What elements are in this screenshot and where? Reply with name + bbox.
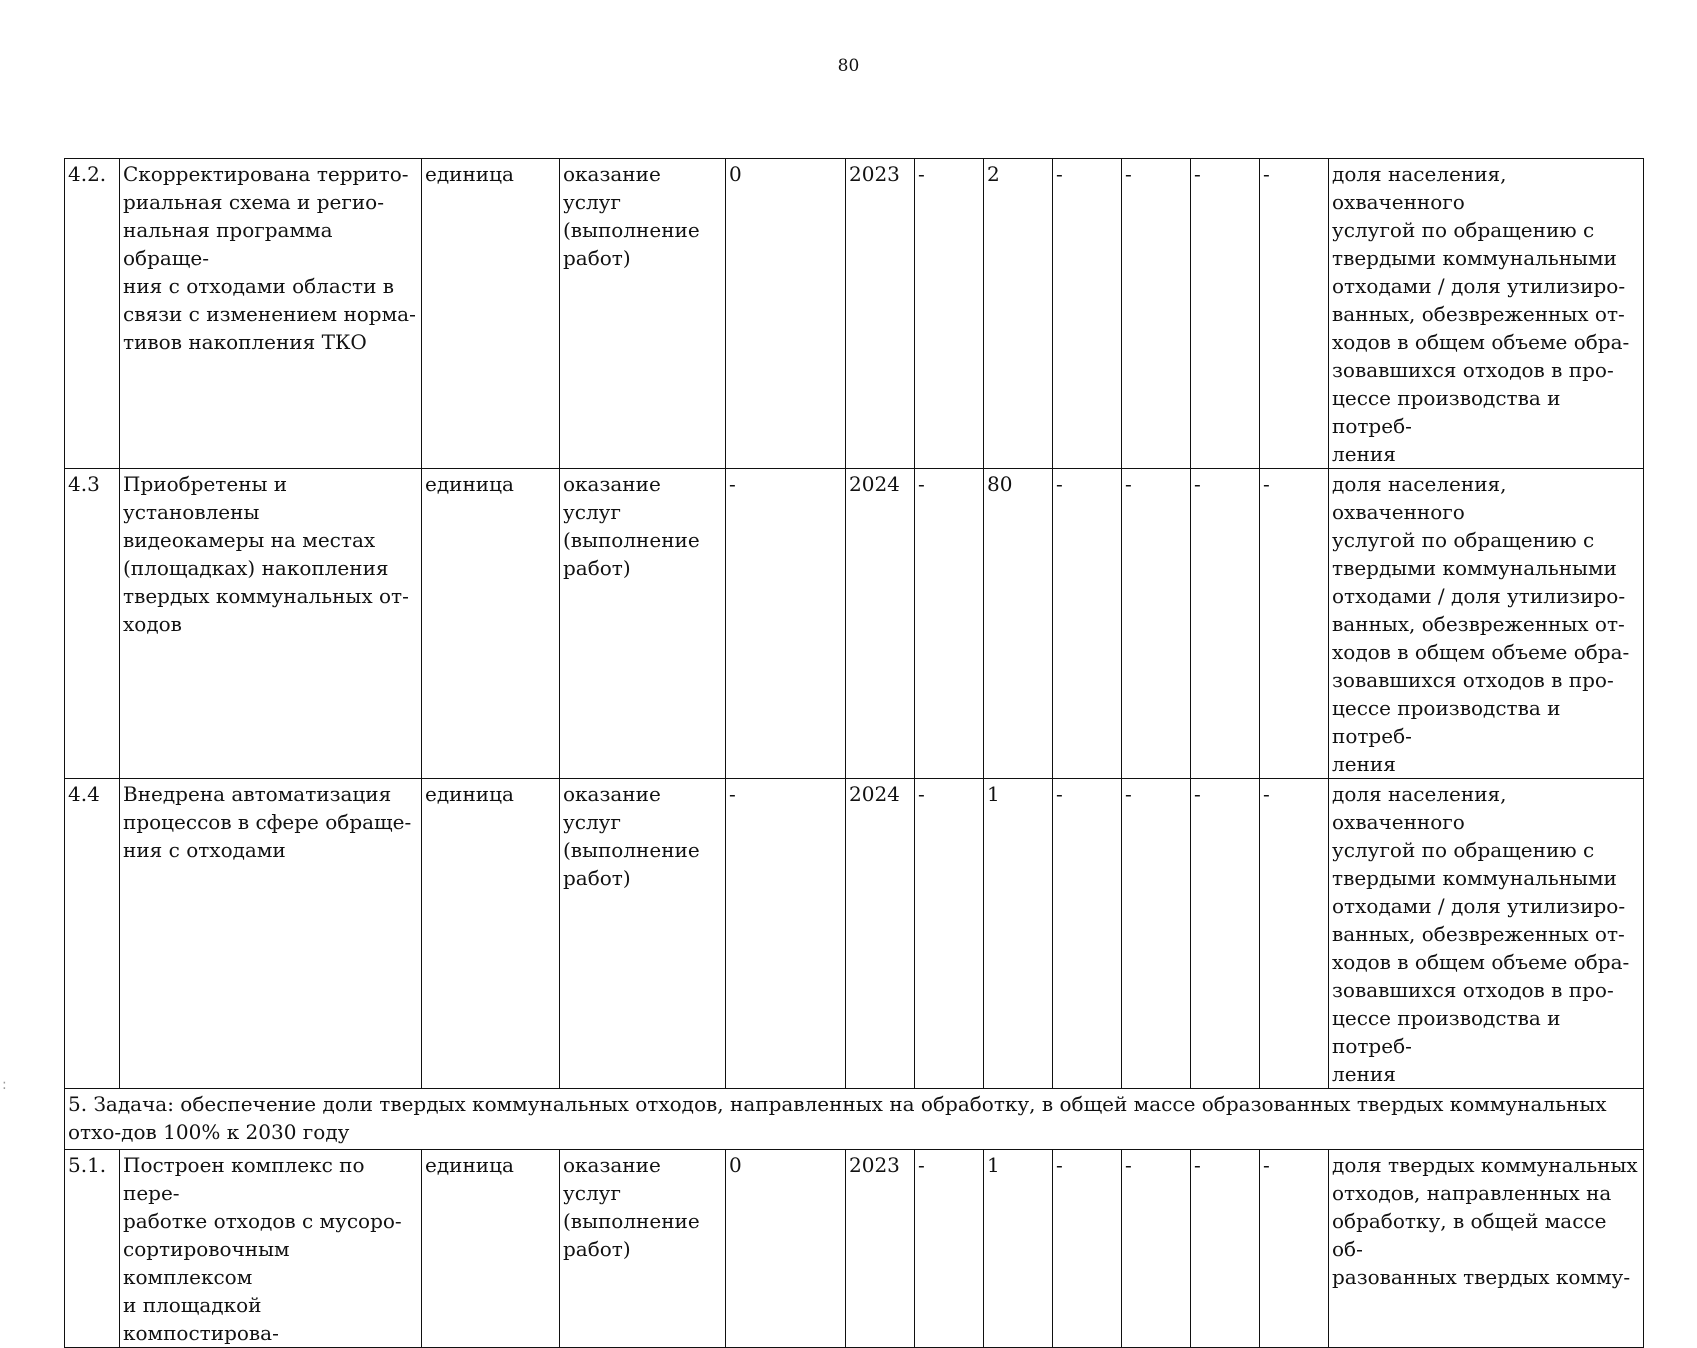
measure-type-cell: оказание услуг (выполнение работ) bbox=[560, 159, 726, 469]
row-number-cell: 4.4 bbox=[65, 779, 120, 1089]
period-value-cell: - bbox=[1260, 779, 1329, 1089]
period-value-cell: - bbox=[1122, 159, 1191, 469]
row-number-cell: 4.2. bbox=[65, 159, 120, 469]
period-value-cell: - bbox=[915, 779, 984, 1089]
table-row bbox=[65, 779, 1644, 1089]
measure-name-cell: Приобретены и установлены видеокамеры на местах (площадках) накопления твердых коммунальных от- ходов bbox=[120, 469, 422, 779]
scan-edge-mark: : bbox=[2, 1077, 7, 1093]
measure-type-cell: оказание услуг (выполнение работ) bbox=[560, 1150, 726, 1348]
period-value-cell: - bbox=[1191, 469, 1260, 779]
base-value-cell: 0 bbox=[726, 1150, 846, 1348]
base-year-cell: 2024 bbox=[846, 469, 915, 779]
period-value-cell: - bbox=[915, 159, 984, 469]
period-value-cell: - bbox=[1191, 779, 1260, 1089]
table-row bbox=[65, 159, 1644, 469]
period-value-cell: - bbox=[1191, 159, 1260, 469]
base-year-cell: 2024 bbox=[846, 779, 915, 1089]
unit-cell: единица bbox=[422, 159, 560, 469]
row-number-cell: 5.1. bbox=[65, 1150, 120, 1348]
period-value-cell: - bbox=[1053, 159, 1122, 469]
indicator-link-cell: доля населения, охваченного услугой по обращению с твердыми коммунальными отходами / доля утилизиро- ванных, обезвреженных от- ходов в общем объеме обра- зовавшихся отходов в про- цессе производства и потреб- ления bbox=[1329, 469, 1644, 779]
period-value-cell: - bbox=[1053, 779, 1122, 1089]
period-value-cell: - bbox=[1053, 1150, 1122, 1348]
period-value-cell: 1 bbox=[984, 1150, 1053, 1348]
task-heading: 5. Задача: обеспечение доли твердых коммунальных отходов, направленных на обработку, в общей массе образованных твердых коммунальных отхо-дов 100% к 2030 году bbox=[65, 1089, 1644, 1150]
period-value-cell: - bbox=[1122, 1150, 1191, 1348]
period-value-cell: - bbox=[1191, 1150, 1260, 1348]
period-value-cell: - bbox=[915, 469, 984, 779]
table-row bbox=[65, 1150, 1644, 1348]
measure-name-cell: Скорректирована террито- риальная схема и регио- нальная программа обраще- ния с отходами области в связи с изменением норма- тивов накопления ТКО bbox=[120, 159, 422, 469]
measures-table bbox=[64, 158, 1644, 1348]
base-value-cell: - bbox=[726, 469, 846, 779]
period-value-cell: - bbox=[1260, 159, 1329, 469]
period-value-cell: 1 bbox=[984, 779, 1053, 1089]
unit-cell: единица bbox=[422, 469, 560, 779]
measure-name-cell: Построен комплекс по пере- работке отходов с мусоро- сортировочным комплексом и площадкой компостирова- bbox=[120, 1150, 422, 1348]
row-number-cell: 4.3 bbox=[65, 469, 120, 779]
task-heading-row bbox=[65, 1089, 1644, 1150]
base-year-cell: 2023 bbox=[846, 159, 915, 469]
period-value-cell: - bbox=[915, 1150, 984, 1348]
measure-type-cell: оказание услуг (выполнение работ) bbox=[560, 779, 726, 1089]
base-value-cell: - bbox=[726, 779, 846, 1089]
unit-cell: единица bbox=[422, 1150, 560, 1348]
period-value-cell: 80 bbox=[984, 469, 1053, 779]
period-value-cell: - bbox=[1122, 779, 1191, 1089]
period-value-cell: - bbox=[1053, 469, 1122, 779]
measure-name-cell: Внедрена автоматизация процессов в сфере обраще- ния с отходами bbox=[120, 779, 422, 1089]
base-value-cell: 0 bbox=[726, 159, 846, 469]
indicator-link-cell: доля населения, охваченного услугой по обращению с твердыми коммунальными отходами / доля утилизиро- ванных, обезвреженных от- ходов в общем объеме обра- зовавшихся отходов в про- цессе производства и потреб- ления bbox=[1329, 159, 1644, 469]
period-value-cell: 2 bbox=[984, 159, 1053, 469]
indicator-link-cell: доля населения, охваченного услугой по обращению с твердыми коммунальными отходами / доля утилизиро- ванных, обезвреженных от- ходов в общем объеме обра- зовавшихся отходов в про- цессе производства и потреб- ления bbox=[1329, 779, 1644, 1089]
period-value-cell: - bbox=[1260, 1150, 1329, 1348]
table-row bbox=[65, 469, 1644, 779]
measure-type-cell: оказание услуг (выполнение работ) bbox=[560, 469, 726, 779]
indicator-link-cell: доля твердых коммунальных отходов, направленных на обработку, в общей массе об- разованных твердых комму- bbox=[1329, 1150, 1644, 1348]
base-year-cell: 2023 bbox=[846, 1150, 915, 1348]
period-value-cell: - bbox=[1122, 469, 1191, 779]
page-number: 80 bbox=[837, 56, 860, 76]
period-value-cell: - bbox=[1260, 469, 1329, 779]
unit-cell: единица bbox=[422, 779, 560, 1089]
